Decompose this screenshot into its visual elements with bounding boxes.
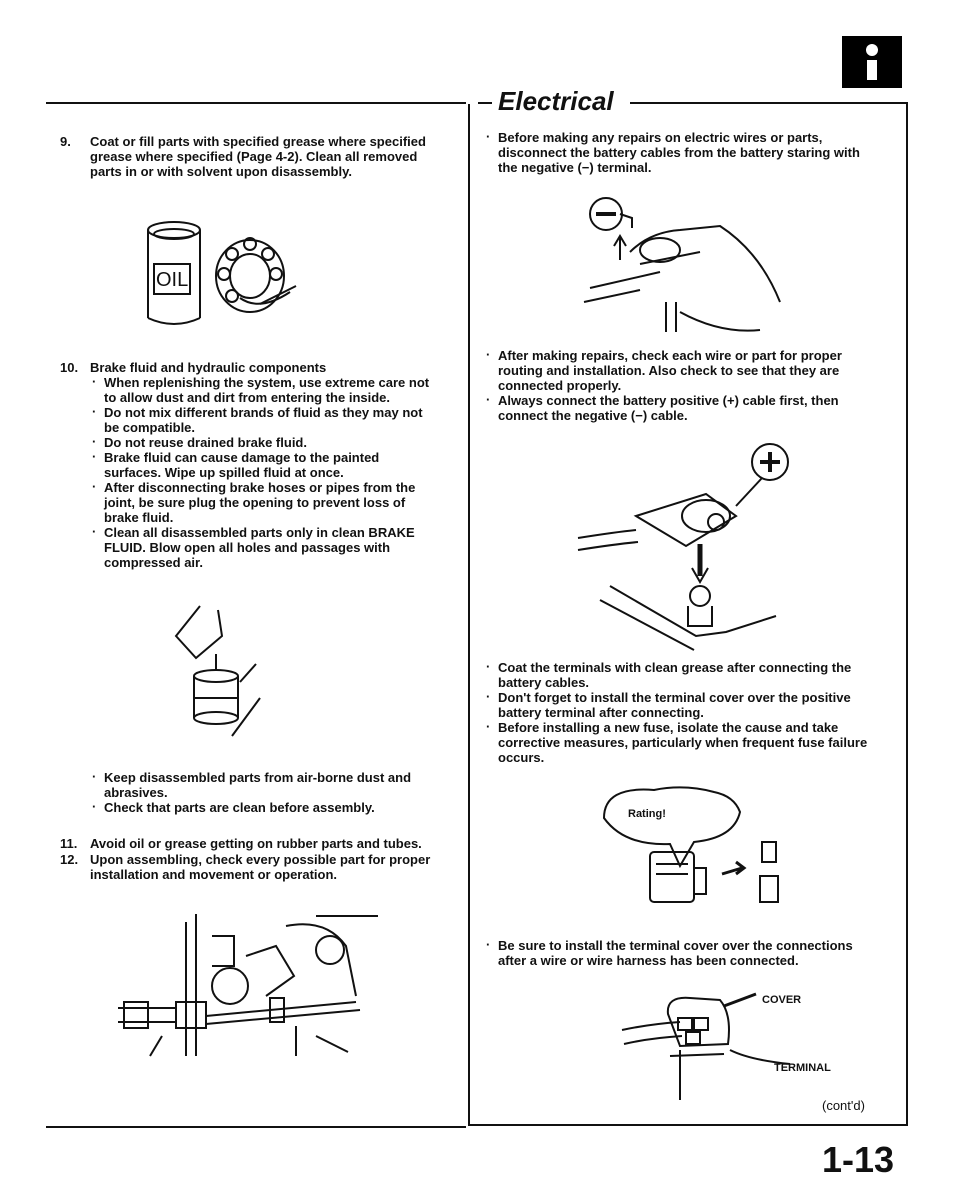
list-item: · Brake fluid can cause damage to the painted surfaces. Wipe up spilled fluid at once. xyxy=(90,450,432,480)
item-text: Coat or fill parts with specified grease where specified grease where specified (Page 4-2). Clean all removed parts in or with solvent upon disassembly. xyxy=(90,134,426,179)
cover-label: COVER xyxy=(762,994,802,1006)
page-number: 1-13 xyxy=(822,1139,895,1180)
brake-pipe-illustration xyxy=(116,906,386,1066)
item-number: 9. xyxy=(60,134,71,149)
bullets-after-brake xyxy=(90,770,432,815)
list-item: · Do not mix different brands of fluid as they may not be compatible. xyxy=(90,405,432,435)
item-12 xyxy=(60,852,432,882)
positive-terminal-illustration xyxy=(576,436,796,656)
list-item: · Always connect the battery positive (+) cable first, then connect the negative (−) cable. xyxy=(484,393,876,423)
info-icon xyxy=(842,36,902,88)
left-bottom-rule xyxy=(46,1126,466,1128)
item-11 xyxy=(60,836,432,851)
item-heading: Brake fluid and hydraulic components xyxy=(90,360,327,375)
item-number: 10. xyxy=(60,360,79,375)
fuse-rating-illustration xyxy=(594,782,794,912)
right-bullets-3 xyxy=(484,660,876,765)
list-item: · After disconnecting brake hoses or pipes from the joint, be sure plug the opening to prevent loss of brake fluid. xyxy=(90,480,432,525)
right-bullet-4 xyxy=(484,938,876,968)
list-item: · When replenishing the system, use extreme care not to allow dust and dirt from entering the inside. xyxy=(90,375,432,405)
item-number: 11. xyxy=(60,836,78,851)
list-item: · Before making any repairs on electric wires or parts, disconnect the battery cables from the battery staring with the negative (−) terminal. xyxy=(484,130,876,175)
list-item: · Before installing a new fuse, isolate the cause and take corrective measures, particularly when frequent fuse failure occurs. xyxy=(484,720,876,765)
right-bullet-1 xyxy=(484,130,876,175)
negative-terminal-illustration xyxy=(580,192,800,342)
cont-label: (cont'd) xyxy=(822,1098,865,1113)
rating-label: Rating! xyxy=(628,808,666,820)
list-item: · Check that parts are clean before assembly. xyxy=(90,800,432,815)
list-item: · Don't forget to install the terminal cover over the positive battery terminal after connecting. xyxy=(484,690,876,720)
right-bullets-2 xyxy=(484,348,876,423)
list-item: · Keep disassembled parts from air-borne dust and abrasives. xyxy=(90,770,432,800)
terminal-label: TERMINAL xyxy=(774,1062,831,1074)
item-10 xyxy=(60,360,432,570)
item-text: Avoid oil or grease getting on rubber parts and tubes. xyxy=(90,836,422,851)
brake-fluid-illustration xyxy=(170,602,280,742)
list-item: · Coat the terminals with clean grease after connecting the battery cables. xyxy=(484,660,876,690)
item-9 xyxy=(60,134,432,179)
item-number: 12. xyxy=(60,852,79,867)
list-item: · After making repairs, check each wire or part for proper routing and installation. Also check to see that they are connected properly. xyxy=(484,348,876,393)
list-item: · Do not reuse drained brake fluid. xyxy=(90,435,432,450)
list-item: · Be sure to install the terminal cover over the connections after a wire or wire harness has been connected. xyxy=(484,938,876,968)
oil-can-label: OIL xyxy=(156,269,189,291)
list-item: · Clean all disassembled parts only in clean BRAKE FLUID. Blow open all holes and passages with compressed air. xyxy=(90,525,432,570)
header-rule-left xyxy=(46,102,466,104)
item-text: Upon assembling, check every possible part for proper installation and movement or operation. xyxy=(90,852,431,882)
section-title: Electrical xyxy=(498,86,620,116)
